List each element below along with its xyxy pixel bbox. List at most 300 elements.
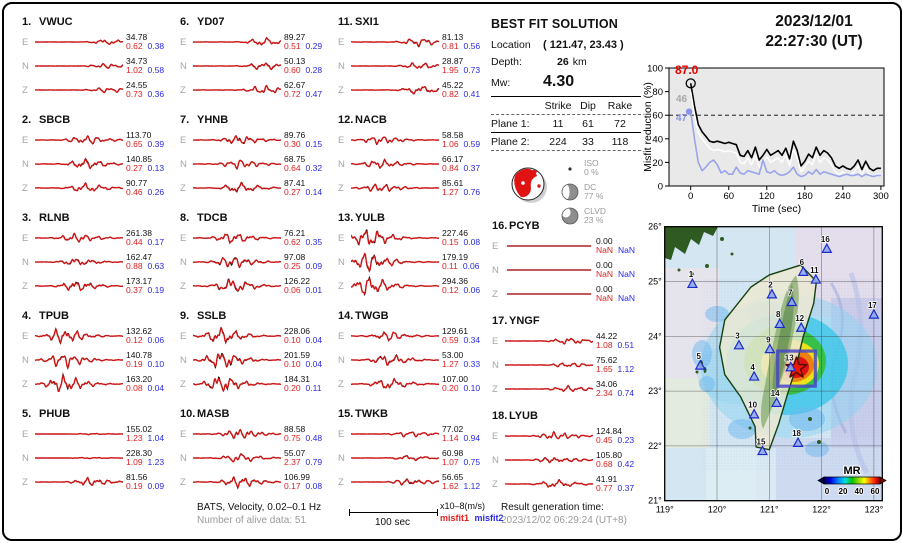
amplitude-value: 34.78 (126, 31, 148, 42)
waveform-trace (193, 54, 281, 78)
waveform-row (338, 324, 490, 348)
amplitude-value: 89.27 (284, 31, 306, 42)
waveform-trace (351, 372, 439, 396)
waveform-trace (351, 422, 439, 446)
misfit2-value: 0.14 (305, 187, 323, 197)
trace-values (442, 327, 490, 346)
station-name: TPUB (39, 310, 69, 322)
waveform-trace (193, 372, 281, 396)
map-station-number: 11 (810, 265, 819, 275)
col-dip: Dip (580, 100, 596, 112)
misfit1-value: 0.19 (126, 359, 143, 369)
misfit2-value: 0.04 (147, 383, 165, 393)
amplitude-value: 58.58 (442, 129, 464, 140)
amplitude-value: 124.84 (596, 425, 622, 436)
station-name: YNGF (509, 315, 540, 327)
station-block (338, 310, 490, 396)
misfit2-value: 1.23 (147, 457, 165, 467)
station-name: TWGB (355, 310, 389, 322)
component-label: E (180, 232, 187, 244)
waveform-column-1 (22, 16, 174, 506)
plane2-strike: 224 (549, 136, 567, 148)
waveform-row (492, 353, 644, 377)
misfit1-value: NaN (596, 269, 614, 279)
trace-values (126, 179, 174, 198)
station-header (180, 310, 332, 323)
misfit2-value: 0.11 (305, 383, 322, 393)
amplitude-value: 173.17 (126, 275, 152, 286)
amplitude-value: 97.08 (284, 251, 306, 262)
misfit2-value: 0.04 (305, 359, 323, 369)
waveform-row (180, 372, 332, 396)
misfit1-value: 1.07 (442, 457, 459, 467)
trace-values (596, 285, 644, 304)
component-label: E (492, 240, 499, 252)
waveform-row (22, 30, 174, 54)
band-info: BATS, Velocity, 0.02–0.1 Hz (197, 502, 322, 513)
trace-values (442, 57, 490, 76)
misfit2-value: 0.47 (305, 89, 323, 99)
station-number: 16. (492, 220, 508, 232)
amplitude-value: 81.13 (442, 31, 464, 42)
waveform-row (492, 472, 644, 496)
misfit2-value: 0.39 (147, 139, 165, 149)
station-header (338, 114, 490, 127)
misfit2-value: 0.33 (463, 359, 481, 369)
component-label: E (22, 36, 29, 48)
waveform-row (180, 30, 332, 54)
misfit2-legend: misfit2 (474, 513, 504, 523)
component-label: N (338, 452, 345, 464)
station-block (180, 114, 332, 200)
waveform-row (180, 78, 332, 102)
station-name: YD07 (197, 16, 225, 28)
x-tick-label: 60 (723, 191, 735, 202)
misfit2-value: 0.08 (463, 237, 481, 247)
waveform-trace (35, 152, 123, 176)
waveform-trace (505, 472, 593, 496)
misfit1-value: 1.27 (442, 359, 459, 369)
waveform-row (492, 377, 644, 401)
station-name: SBCB (39, 114, 71, 126)
misfit1-value: 0.62 (126, 41, 143, 51)
plane2-dip: 33 (582, 136, 594, 148)
amplitude-value: 87.41 (284, 177, 306, 188)
amplitude-value: 28.87 (442, 55, 464, 66)
map-station-number: 18 (792, 429, 802, 439)
component-label: Z (492, 288, 498, 300)
amplitude-value: 66.17 (442, 153, 464, 164)
station-number: 18. (492, 410, 508, 422)
trace-values (596, 451, 644, 470)
trace-values (442, 449, 490, 468)
waveform-row (338, 54, 490, 78)
misfit1-value: NaN (596, 245, 614, 255)
iso-icon (560, 158, 580, 178)
trace-values (284, 33, 332, 52)
event-datetime (719, 12, 902, 52)
amplitude-value: 113.70 (126, 129, 152, 140)
map-station-number: 13 (784, 353, 794, 363)
waveform-row (492, 234, 644, 258)
trace-values (442, 131, 490, 150)
map-station-number: 17 (867, 300, 877, 310)
station-map (646, 213, 900, 517)
trace-values (442, 375, 490, 394)
component-label: N (180, 354, 187, 366)
table-row (491, 115, 641, 133)
misfit2-value: 0.34 (463, 335, 481, 345)
misfit1-value: 0.25 (284, 261, 301, 271)
x-tick-label: 0 (688, 191, 694, 202)
misfit1-value: 1.27 (442, 187, 459, 197)
misfit2-value: 0.17 (147, 237, 165, 247)
misfit2-value: 0.26 (147, 187, 165, 197)
lon-label: 121° (759, 504, 779, 515)
component-label: E (338, 232, 345, 244)
waveform-trace (35, 274, 123, 298)
misfit1-value: 0.15 (442, 237, 459, 247)
misfit2-value: 0.59 (463, 139, 481, 149)
waveform-trace (193, 226, 281, 250)
event-date: 2023/12/01 (775, 13, 853, 30)
station-block (492, 220, 644, 306)
misfit1-value: 0.88 (126, 261, 143, 271)
trace-values (126, 473, 174, 492)
y-tick-label: 0 (657, 181, 663, 193)
waveform-trace (193, 176, 281, 200)
amplitude-value: 41.91 (596, 473, 618, 484)
misfit1-value: 0.37 (126, 285, 143, 295)
location-value: ( 121.47, 23.43 ) (543, 39, 624, 51)
component-label: N (22, 256, 29, 268)
component-label: E (22, 428, 29, 440)
component-label: E (338, 428, 345, 440)
dc-label: DC (584, 182, 597, 192)
component-label: Z (22, 378, 28, 390)
plane1-rake: 72 (614, 118, 626, 130)
component-label: E (338, 36, 345, 48)
component-label: N (180, 158, 187, 170)
amplitude-value: 126.22 (284, 275, 310, 286)
station-header (22, 212, 174, 225)
misfit1-value: 0.65 (126, 139, 143, 149)
trace-values (442, 473, 490, 492)
station-header (338, 16, 490, 29)
trace-values (442, 81, 490, 100)
x-tick-label: 120 (758, 191, 775, 202)
waveform-trace (193, 152, 281, 176)
misfit2-value: 0.51 (617, 340, 635, 350)
amplitude-value: 228.30 (126, 447, 152, 458)
misfit2-value: 0.15 (305, 139, 323, 149)
amplitude-value: 132.62 (126, 325, 152, 336)
time-scalebar (349, 509, 438, 516)
moment-decomposition (560, 156, 644, 228)
component-label: Z (22, 182, 28, 194)
map-station-number: 15 (756, 437, 766, 447)
lon-label: 123° (864, 504, 884, 515)
waveform-trace (35, 372, 123, 396)
waveform-trace (351, 30, 439, 54)
misfit2-value: 1.12 (463, 481, 481, 491)
misfit1-value: NaN (596, 293, 614, 303)
station-name: PHUB (39, 408, 71, 420)
depth-label: Depth: (491, 56, 522, 68)
component-label: N (180, 256, 187, 268)
waveform-row (338, 446, 490, 470)
dc-icon (560, 182, 580, 202)
component-label: N (22, 60, 29, 72)
map-station-number: 4 (750, 362, 755, 372)
station-block (22, 408, 174, 494)
trace-values (284, 375, 332, 394)
map-station-number: 12 (795, 314, 805, 324)
amplitude-value: 34.06 (596, 378, 618, 389)
waveform-row (338, 226, 490, 250)
amplitude-value: 0.00 (596, 259, 613, 270)
component-label: N (492, 264, 499, 276)
misfit1-value: 1.14 (442, 433, 459, 443)
misfit2-value: 1.12 (617, 364, 635, 374)
misfit1-value: 0.10 (284, 359, 301, 369)
waveform-row (492, 448, 644, 472)
misfit2-value: 0.79 (305, 457, 323, 467)
misfit1-value: 0.12 (442, 285, 459, 295)
amplitude-value: 44.22 (596, 330, 618, 341)
iso-label: ISO (584, 158, 599, 168)
misfit2-value: 0.08 (305, 481, 323, 491)
y-tick-label: 60 (652, 110, 663, 122)
trace-values (284, 81, 332, 100)
misfit2-value: 0.76 (463, 187, 481, 197)
misfit1-value: 0.20 (284, 383, 301, 393)
station-header (22, 408, 174, 421)
waveform-trace (505, 282, 593, 306)
component-label: Z (338, 378, 344, 390)
station-number: 6. (180, 16, 190, 28)
station-block (492, 315, 644, 401)
misfit2-value: 0.41 (463, 89, 481, 99)
misfit1-value: 1.02 (126, 65, 143, 75)
misfit1-value: 0.81 (442, 41, 459, 51)
station-number: 15. (338, 408, 354, 420)
lat-label: 22° (648, 440, 662, 451)
y-tick-label: 80 (652, 87, 663, 99)
component-label: Z (338, 280, 344, 292)
colorbar-title: MR (843, 465, 861, 477)
station-block (22, 212, 174, 298)
misfit1-value: 0.27 (284, 187, 301, 197)
amplitude-value: 88.58 (284, 423, 306, 434)
station-block (338, 16, 490, 102)
misfit1-value: 0.19 (126, 481, 143, 491)
iso-row (560, 156, 644, 180)
waveform-row (22, 152, 174, 176)
waveform-column-4 (492, 220, 644, 505)
waveform-row (22, 372, 174, 396)
lon-label: 122° (812, 504, 831, 515)
trace-values (126, 375, 174, 394)
misfit2-value: 0.63 (147, 261, 165, 271)
trace-values (596, 380, 644, 399)
trace-values (126, 131, 174, 150)
waveform-trace (193, 324, 281, 348)
station-block (180, 212, 332, 298)
component-label: Z (338, 182, 344, 194)
waveform-trace (35, 30, 123, 54)
component-label: E (22, 232, 29, 244)
waveform-row (180, 324, 332, 348)
trace-values (442, 229, 490, 248)
waveform-row (180, 470, 332, 494)
station-header (492, 410, 644, 423)
misfit1-value: 0.51 (284, 41, 301, 51)
y-axis-label: Misfit reduction (%) (642, 82, 654, 172)
component-label: E (338, 134, 345, 146)
waveform-trace (193, 446, 281, 470)
waveform-trace (351, 274, 439, 298)
amplitude-value: 228.06 (284, 325, 310, 336)
waveform-row (338, 274, 490, 298)
station-number: 4. (22, 310, 32, 322)
waveform-row (22, 128, 174, 152)
trace-values (284, 229, 332, 248)
component-label: N (338, 158, 345, 170)
trace-values (126, 81, 174, 100)
waveform-trace (505, 377, 593, 401)
component-label: Z (22, 280, 28, 292)
waveform-row (492, 258, 644, 282)
dc-pct: 77 % (584, 191, 604, 201)
misfit2-value: 0.32 (305, 163, 323, 173)
component-label: N (22, 158, 29, 170)
waveform-trace (505, 353, 593, 377)
station-block (22, 16, 174, 102)
misfit1-value: 2.37 (284, 457, 301, 467)
component-label: N (22, 452, 29, 464)
component-label: Z (492, 383, 498, 395)
col-rake: Rake (607, 100, 633, 112)
trace-values (284, 179, 332, 198)
misfit2-value: 0.35 (305, 237, 323, 247)
component-label: N (338, 60, 345, 72)
waveform-trace (351, 152, 439, 176)
waveform-row (338, 250, 490, 274)
waveform-trace (35, 470, 123, 494)
waveform-row (22, 226, 174, 250)
y-tick-label: 100 (647, 63, 663, 75)
trace-values (442, 155, 490, 174)
station-name: MASB (197, 408, 230, 420)
location-label: Location (491, 39, 531, 51)
trace-values (126, 425, 174, 444)
map-station-number: 14 (770, 389, 780, 399)
station-header (22, 310, 174, 323)
misfit2-value: 0.36 (147, 89, 165, 99)
component-label: Z (338, 476, 344, 488)
waveform-row (338, 78, 490, 102)
misfit2-value: 0.37 (463, 163, 481, 173)
waveform-trace (505, 234, 593, 258)
misfit1-value: 1.09 (126, 457, 143, 467)
waveform-trace (351, 324, 439, 348)
waveform-row (338, 30, 490, 54)
amplitude-value: 85.61 (442, 177, 464, 188)
trace-values (126, 155, 174, 174)
trace-values (284, 351, 332, 370)
amplitude-value: 106.99 (284, 471, 310, 482)
station-block (180, 408, 332, 494)
misfit2-value: 0.06 (462, 261, 480, 271)
waveform-trace (35, 250, 123, 274)
waveform-row (492, 424, 644, 448)
map-station-number: 1 (688, 270, 694, 280)
component-label: Z (180, 84, 186, 96)
trace-values (126, 351, 174, 370)
iso-pct: 0 % (584, 167, 599, 177)
waveform-trace (193, 78, 281, 102)
misfit2-value: NaN (618, 293, 636, 303)
station-number: 17. (492, 315, 508, 327)
waveform-trace (351, 176, 439, 200)
amplitude-value: 56.65 (442, 471, 464, 482)
amplitude-value: 129.61 (442, 325, 468, 336)
waveform-trace (193, 128, 281, 152)
depth-value: 26 (557, 56, 569, 68)
misfit2-value: 0.10 (463, 383, 481, 393)
amplitude-value: 179.19 (442, 251, 468, 262)
misfit2-value: 0.75 (463, 457, 481, 467)
trace-values (442, 425, 490, 444)
station-block (492, 410, 644, 496)
misfit1-value: 0.60 (284, 65, 301, 75)
station-header (338, 310, 490, 323)
trace-values (442, 351, 490, 370)
waveform-trace (35, 348, 123, 372)
component-label: Z (492, 478, 498, 490)
station-header (180, 212, 332, 225)
scalebar-label: 100 sec (374, 517, 411, 528)
trace-values (284, 425, 332, 444)
misfit1-value: 0.27 (126, 163, 143, 173)
waveform-row (22, 274, 174, 298)
station-header (22, 16, 174, 29)
misfit1-value: 0.73 (126, 89, 143, 99)
waveform-trace (35, 78, 123, 102)
component-label: N (22, 354, 29, 366)
misfit2-value: 1.04 (147, 433, 165, 443)
station-header (492, 315, 644, 328)
amplitude-value: 184.31 (284, 373, 310, 384)
station-block (22, 114, 174, 200)
station-name: YHNB (197, 114, 229, 126)
waveform-trace (35, 54, 123, 78)
trace-values (442, 33, 490, 52)
amplitude-value: 294.36 (442, 275, 468, 286)
station-header (180, 408, 332, 421)
misfit1-value: 0.20 (442, 383, 459, 393)
trace-values (126, 253, 174, 272)
lat-label: 26° (648, 221, 662, 232)
colorbar-tick: 40 (854, 487, 864, 496)
panel-title: BEST FIT SOLUTION (491, 17, 619, 31)
misfit1-value: 0.46 (126, 187, 143, 197)
waveform-row (22, 446, 174, 470)
amplitude-value: 34.73 (126, 55, 148, 66)
waveform-trace (35, 422, 123, 446)
misfit1-value: 0.72 (284, 89, 301, 99)
